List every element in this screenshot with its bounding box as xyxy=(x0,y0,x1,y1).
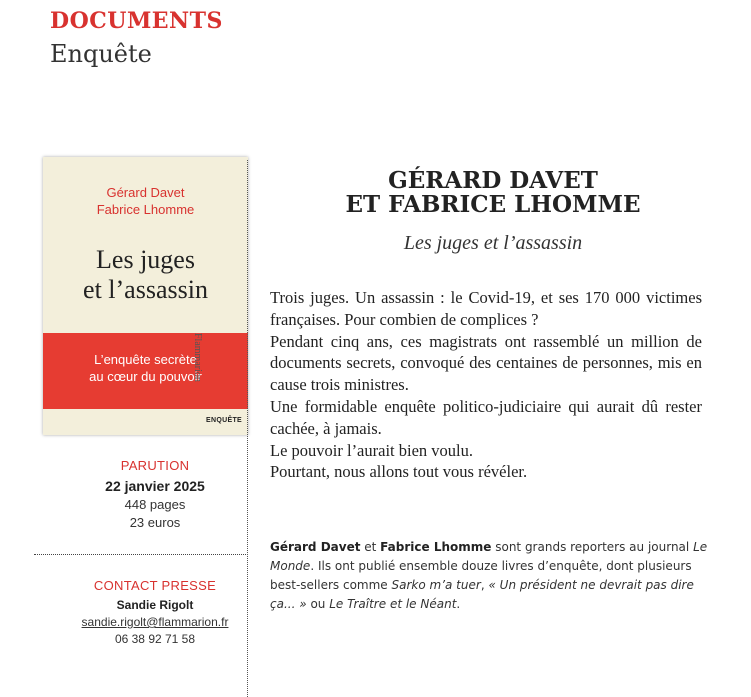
authors-bio xyxy=(270,538,710,614)
bio-book-2: « Un président ne devrait pas dire ça... » xyxy=(270,578,694,611)
book-cover xyxy=(43,157,248,435)
description-paragraph: Une formidable enquête politico-judiciaire qui aurait dû rester cachée, à jamais. xyxy=(270,396,702,438)
section-category: DOCUMENTS xyxy=(50,8,223,34)
description-paragraph: Pendant cinq ans, ces magistrats ont rassemblé un million de documents secrets, convoqué des centaines de personnes, mis en cause trois ministres. xyxy=(270,331,702,395)
cover-publisher: Flammarion xyxy=(192,333,203,382)
book-author-line-1: GÉRARD DAVET xyxy=(388,167,598,194)
cover-bottom-panel xyxy=(43,409,248,435)
bio-author-1: Gérard Davet xyxy=(270,540,361,554)
contact-label: CONTACT PRESSE xyxy=(93,578,217,593)
cover-title-line-2: et l’assassin xyxy=(83,275,208,304)
cover-red-band xyxy=(43,333,248,409)
cover-band-line-2: au cœur du pouvoir xyxy=(89,369,202,384)
book-description xyxy=(270,287,702,483)
bio-end: . xyxy=(456,597,461,611)
bio-book-1: Sarko m’a tuer xyxy=(391,578,481,592)
cover-band-line-1: L’enquête secrète xyxy=(94,352,197,367)
description-paragraph: Pourtant, nous allons tout vous révéler. xyxy=(270,462,528,482)
contact-phone: 06 38 92 71 58 xyxy=(114,632,196,646)
cover-title-line-1: Les juges xyxy=(96,245,195,274)
contact-name: Sandie Rigolt xyxy=(116,598,194,612)
vertical-divider xyxy=(247,160,248,697)
parution-label: PARUTION xyxy=(120,458,190,473)
bio-connector: et xyxy=(360,540,381,554)
bio-sep-2: ou xyxy=(306,597,330,611)
parution-date: 22 janvier 2025 xyxy=(105,478,205,494)
cover-author-1: Gérard Davet xyxy=(106,185,185,200)
description-paragraph: Le pouvoir l’aurait bien voulu. xyxy=(270,440,473,460)
cover-author-2: Fabrice Lhomme xyxy=(96,202,195,217)
book-title: Les juges et l’assassin xyxy=(403,232,583,254)
bio-journal: Le Monde xyxy=(270,540,708,573)
contact-email-link[interactable]: sandie.rigolt@flammarion.fr xyxy=(81,615,229,629)
description-paragraph: Trois juges. Un assassin : le Covid-19, et ses 170 000 victimes françaises. Pour combien de complices ? xyxy=(270,288,702,329)
cover-collection: ENQUÊTE xyxy=(206,417,242,424)
bio-author-2: Fabrice Lhomme xyxy=(380,540,492,554)
section-subcategory: Enquête xyxy=(50,40,152,68)
parution-pages: 448 pages xyxy=(124,497,186,512)
parution-price: 23 euros xyxy=(129,515,181,530)
horizontal-divider xyxy=(34,554,248,555)
bio-book-3: Le Traître et le Néant xyxy=(329,597,457,611)
bio-text-1: sont grands reporters au journal xyxy=(491,540,694,554)
bio-sep-1: , xyxy=(480,578,489,592)
bio-text-2: . Ils ont publié ensemble douze livres d’enquête, dont plusieurs best-sellers comme xyxy=(270,559,692,592)
book-author-line-2: ET FABRICE LHOMME xyxy=(345,191,641,218)
